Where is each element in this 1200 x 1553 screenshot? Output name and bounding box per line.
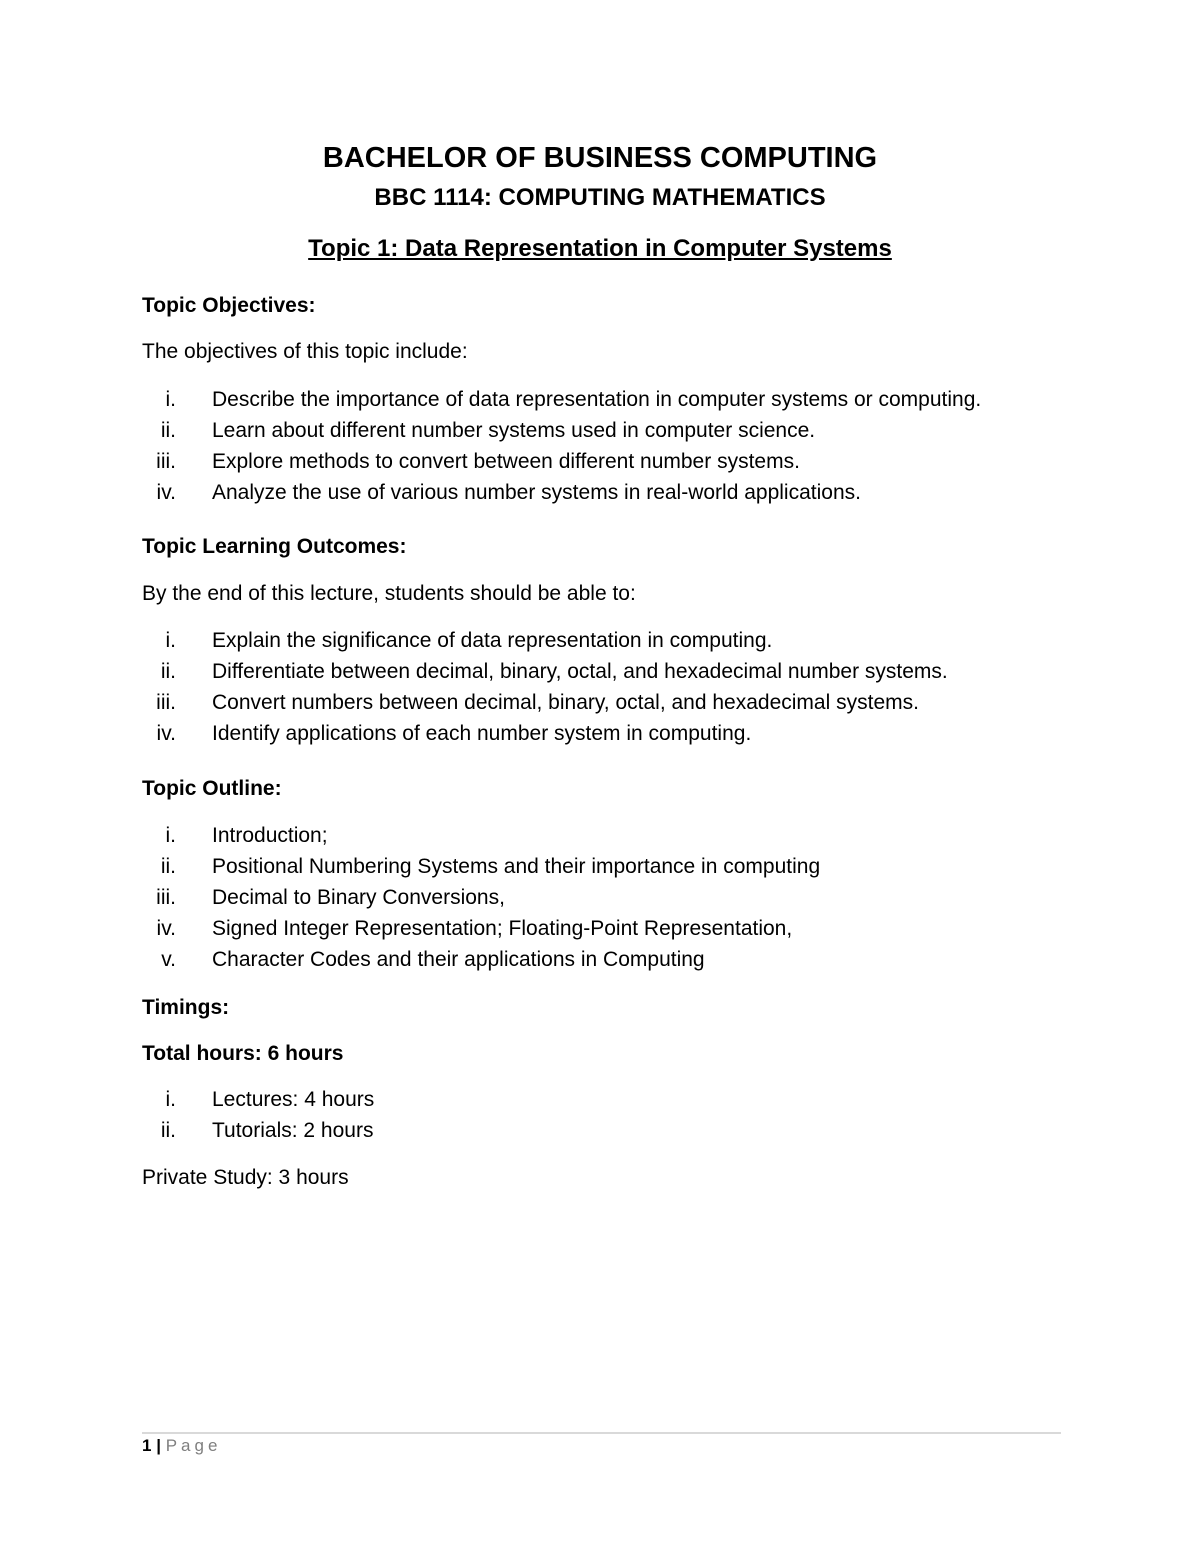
list-item xyxy=(0,1086,1200,1117)
list-item-text: Differentiate between decimal, binary, octal, and hexadecimal number systems. xyxy=(212,660,948,683)
list-item-number: i. xyxy=(165,629,176,652)
list-item-text: Introduction; xyxy=(212,824,328,847)
outline-heading: Topic Outline: xyxy=(142,777,282,800)
list-item xyxy=(0,946,1200,977)
footer-separator: | xyxy=(156,1436,161,1455)
list-item-text: Tutorials: 2 hours xyxy=(212,1119,374,1142)
list-item xyxy=(0,1117,1200,1148)
topic-title: Topic 1: Data Representation in Computer Systems xyxy=(308,235,892,262)
outcomes-list xyxy=(0,627,1200,751)
list-item-number: iv. xyxy=(156,481,176,504)
list-item-text: Convert numbers between decimal, binary, octal, and hexadecimal systems. xyxy=(212,691,919,714)
list-item-number: iii. xyxy=(156,691,176,714)
timings-list xyxy=(0,1086,1200,1148)
program-title: BACHELOR OF BUSINESS COMPUTING xyxy=(322,142,878,174)
timings-heading: Timings: xyxy=(142,996,230,1019)
course-title: BBC 1114: COMPUTING MATHEMATICS xyxy=(374,184,826,211)
list-item-text: Lectures: 4 hours xyxy=(212,1088,375,1111)
page-label: Page xyxy=(165,1436,222,1455)
list-item-number: v. xyxy=(161,948,176,971)
footer-divider xyxy=(142,1432,1061,1434)
list-item-number: i. xyxy=(165,1088,176,1111)
list-item-number: iii. xyxy=(156,886,176,909)
list-item xyxy=(0,853,1200,884)
list-item-number: ii. xyxy=(160,1119,176,1142)
list-item-text: Character Codes and their applications in Computing xyxy=(212,948,705,971)
list-item-text: Learn about different number systems used in computer science. xyxy=(212,419,816,442)
list-item-number: iv. xyxy=(156,722,176,745)
total-hours: Total hours: 6 hours xyxy=(142,1042,344,1065)
objectives-intro: The objectives of this topic include: xyxy=(142,340,468,363)
outcomes-heading: Topic Learning Outcomes: xyxy=(142,535,407,558)
list-item xyxy=(0,448,1200,479)
list-item-text: Positional Numbering Systems and their importance in computing xyxy=(212,855,821,878)
list-item-number: iii. xyxy=(156,450,176,473)
list-item xyxy=(0,689,1200,720)
list-item-text: Identify applications of each number system in computing. xyxy=(212,722,752,745)
list-item-number: i. xyxy=(165,824,176,847)
list-item-number: ii. xyxy=(160,855,176,878)
list-item-text: Explain the significance of data representation in computing. xyxy=(212,629,773,652)
list-item xyxy=(0,884,1200,915)
list-item-text: Decimal to Binary Conversions, xyxy=(212,886,505,909)
list-item xyxy=(0,720,1200,751)
list-item xyxy=(0,386,1200,417)
list-item-text: Explore methods to convert between different number systems. xyxy=(212,450,800,473)
list-item-text: Describe the importance of data representation in computer systems or computing. xyxy=(212,388,982,411)
list-item-number: ii. xyxy=(160,419,176,442)
list-item xyxy=(0,658,1200,689)
private-study: Private Study: 3 hours xyxy=(142,1166,349,1189)
list-item xyxy=(0,627,1200,658)
list-item xyxy=(0,822,1200,853)
list-item xyxy=(0,479,1200,510)
page-footer xyxy=(142,1435,221,1457)
outline-list xyxy=(0,822,1200,977)
list-item-number: i. xyxy=(165,388,176,411)
list-item xyxy=(0,417,1200,448)
list-item-text: Signed Integer Representation; Floating-Point Representation, xyxy=(212,917,793,940)
objectives-list xyxy=(0,386,1200,510)
objectives-heading: Topic Objectives: xyxy=(142,294,316,317)
outcomes-intro: By the end of this lecture, students should be able to: xyxy=(142,582,636,605)
list-item-number: ii. xyxy=(160,660,176,683)
list-item-number: iv. xyxy=(156,917,176,940)
list-item-text: Analyze the use of various number systems in real-world applications. xyxy=(212,481,861,504)
list-item xyxy=(0,915,1200,946)
page-number: 1 xyxy=(142,1436,152,1455)
